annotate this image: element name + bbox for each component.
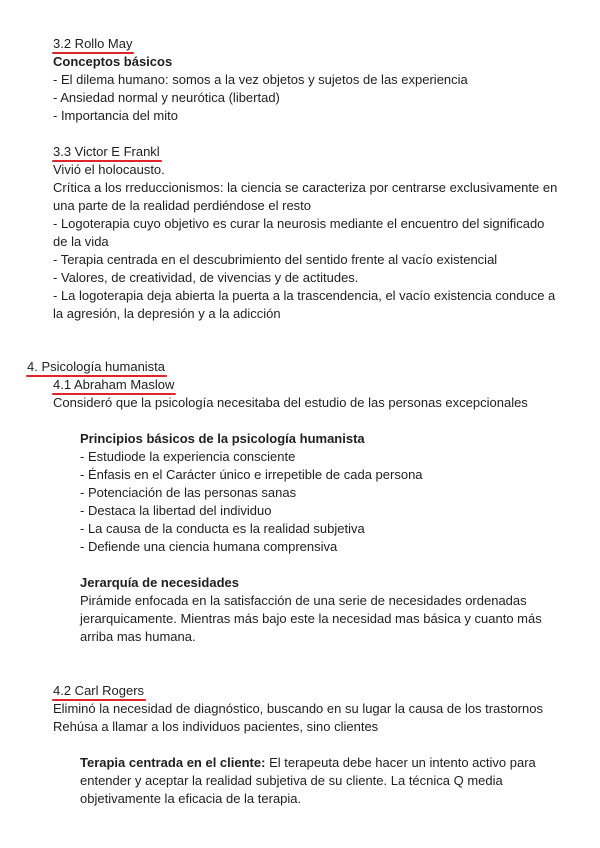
text-line [80,754,536,772]
list-item: - Importancia del mito [53,108,178,123]
hierarchy-title: Jerarquía de necesidades [80,575,239,590]
heading-underline [52,699,146,701]
heading-text: 3.3 Victor E Frankl [53,144,160,159]
section-heading-4 [27,358,165,376]
text-line: objetivamente la eficacia de la terapia. [80,791,302,806]
text-line: una parte de la realidad perdiéndose el resto [53,198,312,213]
section-rollo-may [53,35,468,125]
list-item: - Énfasis en el Carácter único e irrepetible de cada persona [80,467,423,482]
list-item: - Destaca la libertad del individuo [80,503,272,518]
text-line: Vivió el holocausto. [53,162,165,177]
heading-text: 4. Psicología humanista [27,359,166,374]
text-line: - Terapia centrada en el descubrimiento del sentido frente al vacío existencial [53,252,498,267]
heading-text: 3.2 Rollo May [53,36,133,51]
text-line: Eliminó la necesidad de diagnóstico, buscando en su lugar la causa de los trastornos [53,701,543,716]
maslow-intro: Consideró que la psicología necesitaba del estudio de las personas excepcionales [53,395,528,410]
subheading-conceptos: Conceptos básicos [53,54,173,69]
therapy-block [80,754,536,808]
section-heading-3-2 [53,35,132,53]
therapy-label: Terapia centrada en el cliente: [80,755,266,770]
text-line: Crítica a los rreduccionismos: la ciencia se caracteriza por centrarse exclusivamente en [53,180,558,195]
heading-underline [52,393,176,395]
principles-block [80,430,423,556]
therapy-text: El terapeuta debe hacer un intento activo para [265,755,536,770]
text-line: - Logoterapia cuyo objetivo es curar la neurosis mediante el encuentro del significado [53,216,545,231]
text-line: la agresión, la depresión y a la adicción [53,306,281,321]
principles-title: Principios básicos de la psicología humanista [80,431,365,446]
heading-text: 4.2 Carl Rogers [53,683,145,698]
section-heading-4-1 [53,376,174,394]
hierarchy-block [80,574,542,646]
section-frankl [53,143,557,323]
section-heading-4-2 [53,682,144,700]
text-line: Pirámide enfocada en la satisfacción de una serie de necesidades ordenadas [80,593,527,608]
list-item: - Defiende una ciencia humana comprensiva [80,539,338,554]
text-line: de la vida [53,234,109,249]
heading-underline [52,160,162,162]
list-item: - La causa de la conducta es la realidad subjetiva [80,521,365,536]
heading-text: 4.1 Abraham Maslow [53,377,175,392]
section-heading-3-3 [53,143,160,161]
section-psicologia-humanista [27,358,165,376]
heading-underline [52,52,134,54]
section-maslow [53,376,528,412]
text-line: Rehúsa a llamar a los individuos pacientes, sino clientes [53,719,379,734]
text-line: entender y aceptar la realidad subjetiva de su cliente. La técnica Q media [80,773,503,788]
text-line: arriba mas humana. [80,629,196,644]
text-line: jerarquicamente. Mientras más bajo este la necesidad mas básica y cuanto más [80,611,542,626]
list-item: - Potenciación de las personas sanas [80,485,297,500]
list-item: - El dilema humano: somos a la vez objetos y sujetos de las experiencia [53,72,468,87]
list-item: - Estudiode la experiencia consciente [80,449,296,464]
text-line: - La logoterapia deja abierta la puerta a la trascendencia, el vacío existencia conduce a [53,288,556,303]
section-rogers [53,682,543,736]
list-item: - Ansiedad normal y neurótica (libertad) [53,90,280,105]
text-line: - Valores, de creatividad, de vivencias y de actitudes. [53,270,359,285]
